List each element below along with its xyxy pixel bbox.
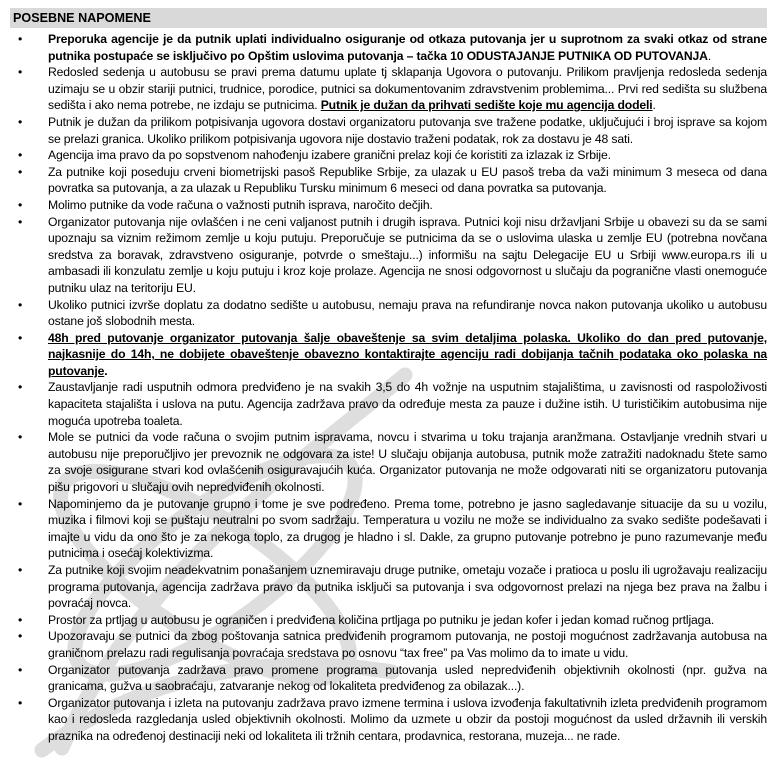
note-text-run: Organizator putovanja zadržava pravo promene programa putovanja usled nepredviđenih objektivnih okolnosti (npr. gužva na granicama, gužva u saobraćaju, zatvaranje nekog od lokaliteta predviđenog za obilazak...). <box>48 662 767 694</box>
note-item <box>10 64 767 114</box>
note-item <box>10 496 767 562</box>
note-item <box>10 164 767 197</box>
bullet-icon: • <box>18 612 23 627</box>
note-item <box>10 379 767 429</box>
note-item <box>10 562 767 612</box>
note-item <box>10 197 767 214</box>
note-text-run: Organizator putovanja i izleta na putovanju zadržava pravo izmene termina i uslova izvođenja fakultativnih izleta predviđenih programom kao i redosleda razgledanja usled objektivnih okolnosti. Molimo da uzmete u obzir da postoji mogućnost da usled državnih ili verskih praznika na određenoj destinaciji neki od lokaliteta ili tržnih centara, prodavnica, restorana, muzeja... ne rade. <box>48 695 767 743</box>
note-text-run: Zaustavljanje radi usputnih odmora predviđeno je na svakih 3,5 do 4h vožnje na usputnim stajalištima, u zavisnosti od raspoloživosti kapaciteta stajališta i uslova na putu. Agencija zadržava pravo da određuje mesta za pauze i dužine istih. U turističikim autobusima nije moguća upotreba toaleta. <box>48 380 767 428</box>
bullet-icon: • <box>18 662 23 677</box>
note-text-run: Upozoravaju se putnici da zbog poštovanja satnica predviđenih programom putovanja, ne postoji mogućnost zadržavanja autobusa na graničnom prelazu radi regulisanja povraćaja sredstava po osnovu “tax free” pa Vas molimo da to imate u vidu. <box>48 629 767 660</box>
bullet-icon: • <box>18 496 23 511</box>
note-item <box>10 114 767 147</box>
note-text-run: Mole se putnici da vode računa o svojim putnim ispravama, novcu i stvarima u toku trajanja aranžmana. Ostavljanje vrednih stvari u autobusu nije preporučljivo jer prevoznik ne odgovara za iste! U slučaju obijanja autobusa, putnik može zatražiti nadoknadu štete samo za svoje osigurane stvari kod ovlašćenih osiguravajućih kuća. Organizator putovanja ne može odgovarati niti se organizatoru putovanja pišu prigovori u slučaju ovih nepredviđenih okolnosti. <box>48 430 767 495</box>
bullet-icon: • <box>18 380 23 395</box>
note-item <box>10 31 767 64</box>
bullet-icon: • <box>18 114 23 129</box>
note-text-run: Ukoliko putnici izvrše doplatu za dodatno sedište u autobusu, nemaju prava na refundiranje novca nakon putovanja ukoliko u autobusu ostane još slobodnih mesta. <box>48 297 767 329</box>
section-header: POSEBNE NAPOMENE <box>10 8 767 28</box>
note-text-run: Agencija ima pravo da po sopstvenom nahođenju izabere granični prelaz koji će koristiti za izlazak iz Srbije. <box>48 148 611 163</box>
note-item <box>10 330 767 380</box>
bullet-icon: • <box>18 430 23 445</box>
bullet-icon: • <box>18 214 23 229</box>
note-text-run: Za putnike koji svojim neadekvatnim ponašanjem uznemiravaju druge putnike, ometaju vozače i pratioca u poslu ili ugrožavaju realizaciju programa putovanja, agencija zadržava pravo da putnika isključi sa putovanja i sva odgovornost prelazi na njega bez prava na žalbu i povraćaj novca. <box>48 563 767 611</box>
note-text-run: Preporuka agencije je da putnik uplati individualno osiguranje od otkaza putovanja jer u suprotnom za svaki otkaz od strane putnika postupaće se isključivo po Opštim uslovima putovanja – tačka 10 ODUSTAJANJE PUTNIKA OD PUTOVANJA <box>48 32 767 63</box>
note-text-run: Za putnike koji poseduju crveni biometrijski pasoš Republike Srbije, za ulazak u EU pasoš treba da važi minimum 3 meseca od dana povratka sa putovanja, a za ulazak u Republiku Tursku minimum 6 meseci od dana povratka sa putovanja. <box>48 164 767 196</box>
note-item <box>10 628 767 661</box>
note-item <box>10 429 767 495</box>
note-item <box>10 147 767 164</box>
bullet-icon: • <box>18 297 23 312</box>
note-item <box>10 214 767 297</box>
bullet-icon: • <box>18 197 23 212</box>
bullet-icon: • <box>18 629 23 644</box>
bullet-icon: • <box>18 65 23 80</box>
note-text-run: Putnik je dužan da prilikom potpisivanja ugovora dostavi organizatoru putovanja sve tražene podatke, uključujući i broj isprave sa kojom se prelazi granica. Ukoliko prilikom potpisivanja ugovora nije dostavio traženi podatak, rok za dostavu je 48 sati. <box>48 114 767 146</box>
note-text-run: . <box>707 48 712 63</box>
bullet-icon: • <box>18 148 23 163</box>
note-text-run: Putnik je dužan da prihvati sedište koje mu agencija dodeli <box>320 98 653 113</box>
note-text-run: 48h pred putovanje organizator putovanja šalje obaveštenje sa svim detaljima polaska. Ukoliko do dan pred putovanje, najkasnije do 14h, ne dobijete obaveštenje obavezno kontaktirajte agenciju radi dobijanja tačnih podataka oko polaska na putovanje <box>48 330 767 378</box>
note-item <box>10 297 767 330</box>
bullet-icon: • <box>18 695 23 710</box>
note-text-run: . <box>652 98 656 113</box>
note-item <box>10 662 767 695</box>
notes-list <box>10 31 767 745</box>
note-text-run: Napominjemo da je putovanje grupno i tome je sve podređeno. Prema tome, potrebno je jasno sagledavanje situacije da su u vozilu, muzika i filmovi koji se puštaju neutralni po svom sadržaju. Temperatura u vozilu ne može se individualno za svako sedište podešavati i imajte u vidu da ono što je za nekoga toplo, za drugog je hladno i sl. Dakle, za grupno putovanje potrebno je puno razumevanje među putnicima i osećaj kolektivizma. <box>48 496 767 561</box>
bullet-icon: • <box>18 164 23 179</box>
note-text-run: Molimo putnike da vode računa o važnosti putnih isprava, naročito dečjih. <box>48 197 433 212</box>
note-text-run: Organizator putovanja nije ovlašćen i ne ceni valjanost putnih i drugih isprava. Putnici koji nisu državljani Srbije u obavezi su da se sami upoznaju sa viznim režimom zemlje u koju putuju. Preporučuje se putnicima da se o uslovima ulaska u zemlje EU (potrebna novčana sredstva za boravak, zdravstveno osiguranje, potvrde o smeštaju...) informišu na sajtu Delegacije EU u Srbiji www.europa.rs ili u ambasadi ili konzulatu zemlje u koju putuju i kroz koje prolaze. Agencija ne snosi odgovornost u slučaju da pogranične vlasti onemoguće putniku ulaz na teritoriju EU. <box>48 214 767 295</box>
note-item <box>10 612 767 629</box>
note-text-run: Prostor za prtljag u autobusu je ograničen i predviđena količina prtljaga po putniku je jedan kofer i jedan komad ručnog prtljaga. <box>48 612 715 627</box>
note-text-run: Redosled sedenja u autobusu se pravi prema datumu uplate tj sklapanja Ugovora o putovanju. Prilikom pravljenja redosleda sedenja uzimaju se u obzir stariji putnici, trudnice, porodice, putnici sa dokumentovanim zdravstvenim problemima... Prvi red sedišta su službena sedišta i ako nema potrebe, ne izdaju se putnicima. <box>48 65 767 113</box>
note-item <box>10 695 767 745</box>
bullet-icon: • <box>18 563 23 577</box>
note-text-run: . <box>104 363 108 378</box>
bullet-icon: • <box>18 330 23 345</box>
bullet-icon: • <box>18 32 23 46</box>
